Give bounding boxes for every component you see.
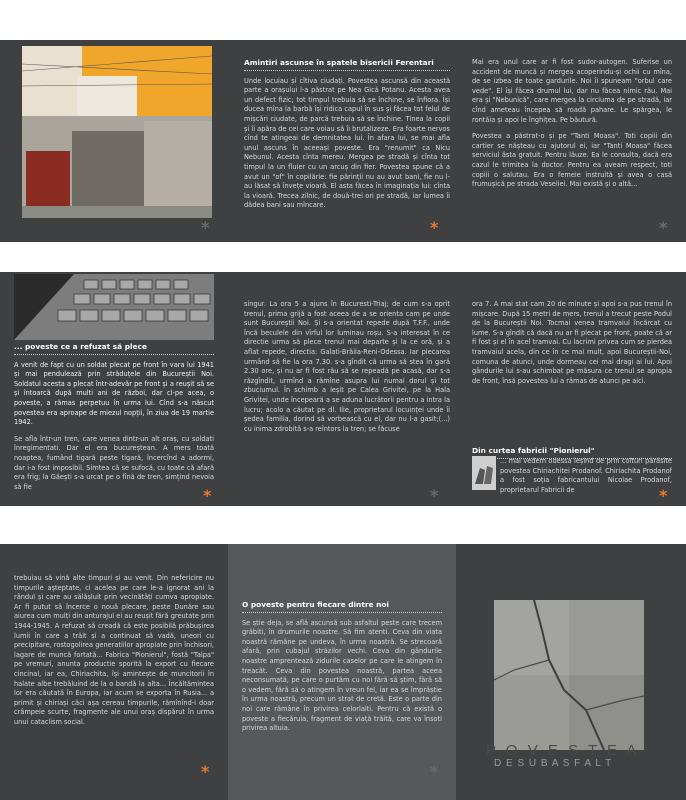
photo-asphalt (494, 600, 644, 750)
photo-shoes (472, 456, 496, 490)
star-marker: * (201, 762, 210, 781)
band2-column-1 (14, 342, 214, 505)
caption-de-sub-asfalt: D E S U B A S F A L T (494, 758, 613, 769)
band3-column-1 (14, 574, 214, 754)
photo-church-wall-image (22, 46, 212, 218)
article-title: Amintiri ascunse în spatele bisericii Ferentari (244, 58, 450, 71)
article-intro: A venit de fapt cu un soldat plecat pe front în vara lui 1941 și mai pendulează prin străduțele din Bucureștii Noi. Soldatul acesta a plecat într-adevăr pe front și a reușit să se și întoarcă după multi ani de război, dar cl-pe acea, o poveste, a rămas perpetuu în urma lui. Cînd s-a născut povestea era aproape de miezul nopții, în ziua de 19 martie 1942. (14, 360, 214, 427)
star-marker: * (430, 762, 439, 781)
star-marker: * (430, 486, 439, 505)
photo-cobblestones-image (14, 274, 214, 340)
band3-column-2 (242, 600, 442, 760)
article-title: Din curtea fabricii "Pionierul" (472, 446, 672, 459)
article-title: O poveste pentru fiecare dintre noi (242, 600, 442, 613)
article-text: Se știe deja, se află ascunsă sub asfaltul peste care trecem grăbiti, în drumurile noastre. Să fim atenti. Ceva din viata noastră rămâne pe undeva, în urma noastră. Se strecoară afară, prin cubajul străzilor vechi. Ceva din gândurile noastre amprentează zidurile caselor pe care le atingem în treacăt. Ceva din povestea noastră, partea aceea neconsumată, pe care o purtăm cu noi fără să știm, fără să o vedem, fără să o atingem în vreun fel, iar ea se împrăștie în urma noastră, precum un strat de cretă. Este o parte din noi care rămâne în privirea celorlalti. Pentru că există o poveste a fiecăruia, fragment de viață trăită, care va însoti privirea altuia. (242, 618, 442, 733)
band1-column-3 (472, 58, 672, 228)
star-marker: * (659, 486, 668, 505)
photo-shoes-image (472, 456, 496, 490)
star-marker: * (203, 486, 212, 505)
band1-column-2 (244, 58, 450, 228)
caption-povestea: P O V E S T E A (486, 742, 640, 759)
photo-church-wall (22, 46, 212, 218)
article-text: singur. La ora 5 a ajuns în Bucuresti-Triaj; de cum s-a oprit trenul, prima grijă a fost aceea de a se orienta cam pe unde sunt Bucureștii Noi. Și s-a orientat repede după T.F.F., unde încă beculele din vîrful lor luminau roșu. S-a interesat în ce directie urma să plece trenul mai departe și la ce oră, și a aflat repede, directia: Galati-Brăila-Reni-Odessa. Iar plecarea urmând să fie la ora 7.30. s-a gîndit că urma să stea în gară 2.30 ore, și nu ar fi fost rău să se repeadă pe acasă, dar s-a răzgîndit, urmînd a rămîne asupra lui numai dorul și tot zbuciumul. În schimb a ieșit pe Calea Grivitei, pe la Hala Grivitei, unde începeară a se aduna lucrătorii pentru a intra la lucru; acolo a căutat pe dl. Ilie, proprietarul locuinței unde îi ședea familia, dorind să vorbească cu el, dar nu l-a gasit;(...) cu inima zdrobită s-a reîntors la tren; se făcuse (244, 300, 450, 433)
photo-cobblestones (14, 274, 214, 340)
article-text: trebuiau să vină alte timpuri și au venit. Din nefericire nu timpurile așteptate, ci acelea pe care le-a ignorat ani la rândul și care au sălășluit prin vecinătăți cumva apropiate. Ar fi putut să încerce o nouă plecare, peste Dunăre sau aiurea cum mulți din anturajul ei au reușit fără greutate prin 1944-1945. A refuzat să creadă că este posibilă prăbușirea lumii în care a trăit și a continuat să vadă, uneori cu precipitare, rostogolirea generatiilor apropiate prin închisori, lagare de muncă fortată... Fabrica "Pionierul", fostă "Talpa" pe vremuri, anunta productie sporită la export cu fiecare cincinal, iar ea, Chiriachita, își amintește de muncitorii în halate albe trebăluind de la o bandă la alta... Încăltămintea lor era căutată în Europa, iar acum se exporta în Rusia... a primit și chiriași căci așa cereau timpurile, rămînînd-i doar crâmpeie scurte, fragmente ale unui oraș dispărut în urma unui cataclism social. (14, 574, 214, 726)
star-marker: * (659, 218, 668, 237)
article-text: ora 7. A mai stat cam 20 de minute și apoi s-a pus trenul în mișcare. După 15 metri de mers, trenul a trecut peste Podul de la Bucureștii Noi. Tocmai venea tramvaiul încărcat cu lume. S-a gîndit că dacă nu ar fi plecat pe front, poate că ar fi fost și el în acel tramvai. Cu lacrimi privea cum se pierdea tramvaiul acela, din ce în ce mai mult, apoi Bucureștii-Noi, comuna de atunci, unde dormeau cei mai dragi ai lui. Apoi gândurile lui s-au schimbat pe măsura ce trenul se apropia de front, însă povestea lui a rămas de atunci pe aici. (472, 300, 672, 385)
article-text: Unde locuiau și cîtiva ciudați. Povestea ascunsă din această parte a orașului l-a păstrat pe Nea Gică Potanu. Acesta avea un defect fizic; tot timpul trebuia să se închine, se înfiora. Își ducea mîna la barbă își ridica capul în sus și făcea tot felul de mișcări ciudate, de parcă trebuia să se închine. Tinea la copii și îi apăra de cei care voiau să îi brutalizeze. Era foarte nervos cînd te atingeai de demnitatea lui. În afara lui, se mai afla unul ascuns în aceeași poveste. Era "renumit" ca Nicu Nebunul. Acesta cînta mereu. Mergea pe stradă și cînta tot timpul la un fluier cu un arcuș din fier. Povestea spune că a avut un "of" în copilărie: fie părinții nu au avut bani, fie nu l-au lăsat să învețe vioară. El asta făcea în imaginația lui: cînta la vioară. Trecea zilnic, de două-trei ori pe stradă, iar lumea îi dădea bani sau mîncare. (244, 76, 450, 210)
band2-column-3 (472, 300, 672, 422)
star-marker: * (201, 218, 210, 237)
photo-asphalt-image (494, 600, 644, 750)
band2-column-2 (244, 300, 450, 500)
article-text: ... mai vedem odessa ieșind de prin colturi părăsite povestea Chiriachitei Prodanof. Chiriachita Prodanof a fost soția fabricantului Nicolae Prodanof, proprietarul Fabricii de (500, 457, 672, 494)
article-title: ... poveste ce a refuzat să plece (14, 342, 214, 355)
band2-column-3-text2 (500, 457, 672, 501)
article-text: Se afla într-un tren, care venea dintr-un alt oraș, cu soldati înregimentati. Dar el era bucureștean. A mers toată noaptea, fumând tigară peste tigară, încercînd a adormi, dar i-a fost imposibil. Simtea că se sufocă, cu toate că afară era frig; la Găești s-a urcat pe o fînă de tren, simțind nevoia să fie (14, 434, 214, 491)
star-marker: * (430, 218, 439, 237)
article-text: Povestea a păstrat-o și pe "Tanti Moasa". Toti copiii din cartier se nășteau cu ajutorul ei, iar "Tanti Moasa" făcea serviciul ăsta gratuit. Pentru lăuze. Ea le consulta, dacă era cazul le trimitea la doctor. Pentru ea aveam respect, toti copiii o salutau. Era o femeie instruită și avea o casă frumușică pe strada Veseliei. Mai există și o altă... (472, 132, 672, 189)
article-text: Mai era unul care ar fi fost sudor-autogen. Suferise un accident de muncă și mergea acoperindu-și ochii cu mîna, de se izbea de toate gardurile. Noi îi spuneam "orbul care vede". El își făcea drumul lui, dar nu făcea nimic rău. Mai era și "Nebunică", care mergea la circiuma de pe stradă, iar cînd ameteau începea să roadă pahare. Le spărgea, le rontăia și apoi le înghițea. Pe băutură. (472, 58, 672, 124)
